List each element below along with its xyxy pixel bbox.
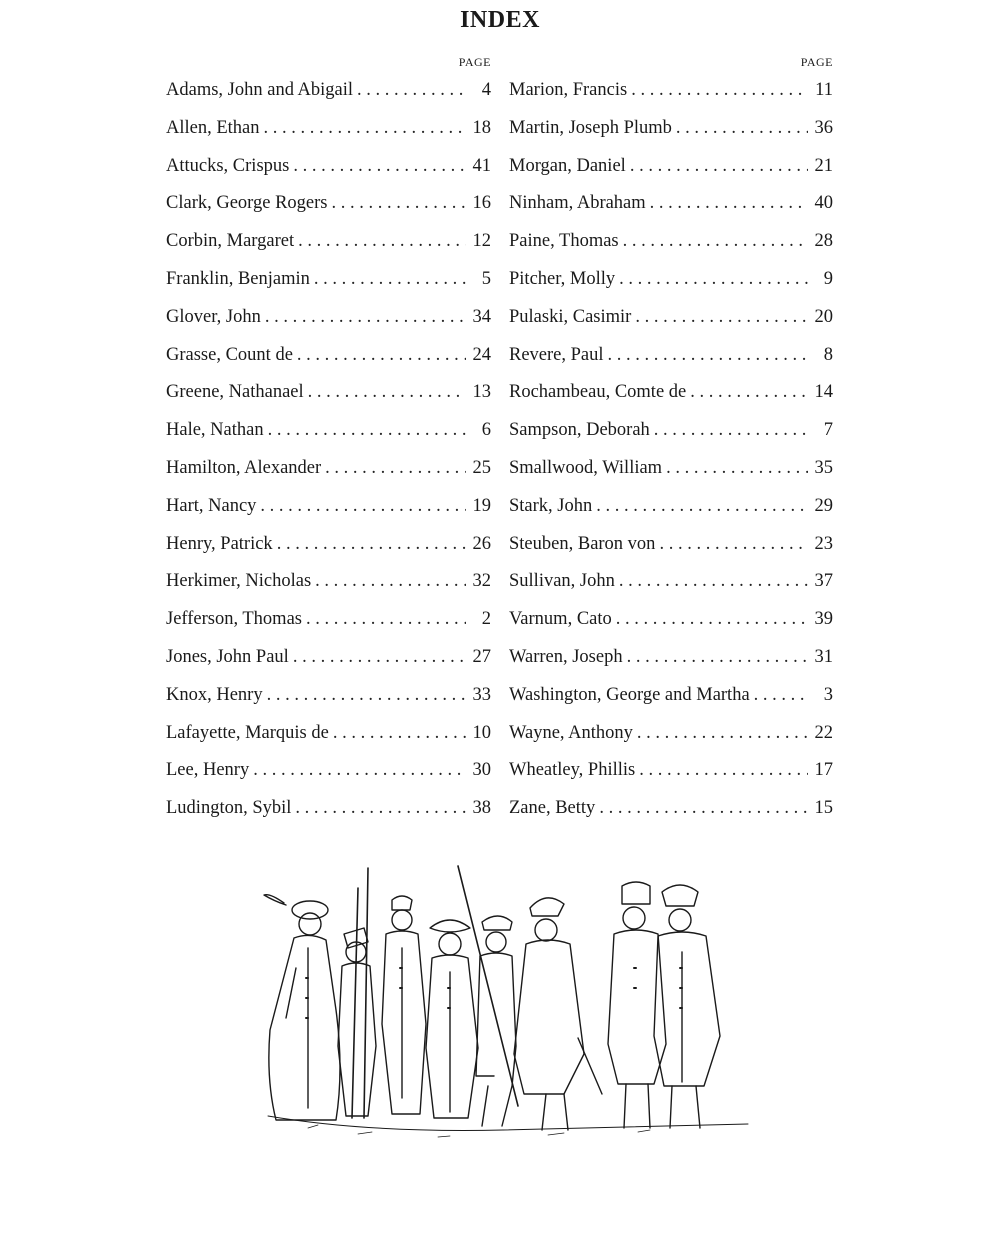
index-list-left [166, 72, 491, 828]
index-entry-name: Pitcher, Molly [509, 268, 616, 289]
dot-leader [654, 412, 808, 450]
index-entry-page: 25 [472, 457, 491, 478]
index-entry-page: 15 [814, 798, 833, 819]
index-entry-page: 27 [472, 646, 491, 667]
index-entry-page: 30 [472, 760, 491, 781]
index-entry-name: Pulaski, Casimir [509, 306, 632, 327]
dot-leader [293, 639, 466, 677]
dot-leader [293, 148, 466, 186]
index-entry-name: Sullivan, John [509, 571, 615, 592]
index-entry-page: 10 [472, 722, 491, 743]
dot-leader [314, 261, 466, 299]
index-entry-name: Sampson, Deborah [509, 420, 650, 441]
index-entry [509, 374, 833, 412]
index-entry-page: 32 [472, 571, 491, 592]
dot-leader [264, 110, 466, 148]
index-entry [166, 185, 491, 223]
index-entry-page: 11 [815, 80, 833, 100]
index-entry-name: Clark, George Rogers [166, 193, 328, 214]
index-entry [509, 488, 833, 526]
index-entry [509, 110, 833, 148]
index-entry [166, 261, 491, 299]
index-entry-page: 6 [481, 420, 491, 441]
index-entry [166, 148, 491, 186]
index-entry-page: 39 [814, 609, 833, 630]
dot-leader [616, 601, 808, 639]
dot-leader [308, 374, 466, 412]
dot-leader [627, 639, 808, 677]
dot-leader [265, 299, 466, 337]
index-entry [509, 639, 833, 677]
dot-leader [295, 790, 466, 828]
index-entry-name: Franklin, Benjamin [166, 268, 310, 289]
index-list-right [509, 72, 833, 828]
index-entry-name: Rochambeau, Comte de [509, 382, 687, 403]
index-entry-name: Allen, Ethan [166, 117, 260, 138]
index-entry [166, 223, 491, 261]
dot-leader [637, 715, 808, 753]
index-entry-name: Ludington, Sybil [166, 798, 292, 819]
index-entry-name: Corbin, Margaret [166, 231, 295, 252]
index-entry-name: Wheatley, Phillis [509, 760, 636, 781]
index-entry-name: Lee, Henry [166, 760, 250, 781]
page-column-header: PAGE [458, 55, 491, 69]
index-entry-page: 23 [814, 533, 833, 554]
index-entry-page: 18 [472, 117, 491, 138]
index-entry-name: Steuben, Baron von [509, 533, 656, 554]
index-entry [509, 715, 833, 753]
index-entry-page: 28 [814, 231, 833, 252]
index-entry-name: Henry, Patrick [166, 533, 273, 554]
index-entry-page: 20 [814, 306, 833, 327]
page-title: INDEX [460, 7, 540, 33]
dot-leader [608, 337, 808, 375]
index-entry [509, 223, 833, 261]
index-entry-page: 41 [472, 155, 491, 176]
index-entry-name: Zane, Betty [509, 798, 596, 819]
index-entry-name: Hart, Nancy [166, 495, 257, 516]
index-entry-name: Wayne, Anthony [509, 722, 633, 743]
dot-leader [277, 526, 466, 564]
index-entry-page: 4 [481, 80, 491, 100]
index-entry-name: Morgan, Daniel [509, 155, 626, 176]
index-entry-name: Revere, Paul [509, 344, 604, 365]
index-column-right [509, 52, 833, 828]
index-entry-name: Paine, Thomas [509, 231, 619, 252]
index-entry-page: 24 [472, 344, 491, 365]
index-entry-name: Greene, Nathanael [166, 382, 304, 403]
dot-leader [650, 185, 808, 223]
dot-leader [659, 526, 808, 564]
dot-leader [666, 450, 808, 488]
index-entry [166, 72, 491, 110]
index-entry-name: Marion, Francis [509, 80, 628, 100]
index-entry-name: Attucks, Crispus [166, 155, 290, 176]
index-entry [166, 563, 491, 601]
index-entry-page: 9 [823, 268, 833, 289]
index-entry-page: 34 [472, 306, 491, 327]
index-entry-page: 26 [472, 533, 491, 554]
dot-leader [690, 374, 808, 412]
index-entry-page: 31 [814, 646, 833, 667]
index-entry [166, 337, 491, 375]
index-entry-name: Ninham, Abraham [509, 193, 646, 214]
index-entry-name: Smallwood, William [509, 457, 663, 478]
dot-leader [306, 601, 466, 639]
dot-leader [253, 752, 466, 790]
dot-leader [635, 299, 808, 337]
index-entry-page: 17 [814, 760, 833, 781]
index-entry-page: 33 [472, 684, 491, 705]
index-entry-page: 36 [814, 117, 833, 138]
index-entry [509, 148, 833, 186]
index-entry-name: Martin, Joseph Plumb [509, 117, 672, 138]
page-column-header: PAGE [800, 55, 833, 69]
index-entry-name: Hamilton, Alexander [166, 457, 322, 478]
index-entry [509, 450, 833, 488]
dot-leader [315, 563, 466, 601]
dot-leader [268, 412, 466, 450]
index-entry-page: 2 [481, 609, 491, 630]
index-entry [166, 639, 491, 677]
dot-leader [631, 72, 808, 110]
index-entry-page: 5 [481, 268, 491, 289]
index-entry-page: 7 [823, 420, 833, 441]
index-entry-page: 19 [472, 495, 491, 516]
dot-leader [619, 563, 808, 601]
index-entry-name: Grasse, Count de [166, 344, 293, 365]
index-entry-name: Varnum, Cato [509, 609, 612, 630]
index-entry-page: 22 [814, 722, 833, 743]
dot-leader [333, 715, 466, 753]
dot-leader [639, 752, 808, 790]
dot-leader [599, 790, 808, 828]
dot-leader [298, 223, 466, 261]
index-entry [509, 299, 833, 337]
index-entry-name: Jefferson, Thomas [166, 609, 302, 630]
index-entry-page: 14 [814, 382, 833, 403]
index-entry-name: Adams, John and Abigail [166, 80, 354, 100]
index-entry [166, 601, 491, 639]
index-entry [166, 450, 491, 488]
index-entry-page: 8 [823, 344, 833, 365]
dot-leader [260, 488, 466, 526]
index-entry [509, 526, 833, 564]
dot-leader [623, 223, 808, 261]
index-entry [509, 337, 833, 375]
index-entry-name: Herkimer, Nicholas [166, 571, 312, 592]
dot-leader [332, 185, 467, 223]
index-entry [166, 488, 491, 526]
index-entry-page: 13 [472, 382, 491, 403]
dot-leader [619, 261, 808, 299]
index-entry-name: Glover, John [166, 306, 261, 327]
index-entry-name: Stark, John [509, 495, 593, 516]
index-entry-page: 29 [814, 495, 833, 516]
dot-leader [676, 110, 808, 148]
index-entry [166, 715, 491, 753]
index-entry [166, 677, 491, 715]
index-entry [166, 752, 491, 790]
index-entry [509, 790, 833, 828]
index-entry [166, 374, 491, 412]
index-entry [509, 185, 833, 223]
index-entry [166, 110, 491, 148]
dot-leader [754, 677, 808, 715]
index-entry-page: 3 [823, 684, 833, 705]
index-entry [509, 563, 833, 601]
index-entry [166, 790, 491, 828]
dot-leader [596, 488, 808, 526]
dot-leader [297, 337, 466, 375]
dot-leader [267, 677, 466, 715]
index-entry-page: 12 [472, 231, 491, 252]
index-entry [166, 412, 491, 450]
index-entry-name: Jones, John Paul [166, 646, 289, 667]
index-entry-page: 16 [472, 193, 491, 214]
index-entry-page: 40 [814, 193, 833, 214]
index-entry [509, 261, 833, 299]
index-entry-page: 37 [814, 571, 833, 592]
index-entry [509, 601, 833, 639]
dot-leader [630, 148, 808, 186]
index-entry [509, 72, 833, 110]
index-entry-page: 38 [472, 798, 491, 819]
index-entry-name: Hale, Nathan [166, 420, 264, 441]
index-entry [509, 412, 833, 450]
index-column-left [166, 52, 491, 828]
index-entry-name: Warren, Joseph [509, 646, 623, 667]
revolutionary-figures-illustration [248, 848, 758, 1160]
index-entry [509, 677, 833, 715]
index-entry [509, 752, 833, 790]
dot-leader [357, 72, 466, 110]
dot-leader [325, 450, 466, 488]
index-entry-name: Lafayette, Marquis de [166, 722, 329, 743]
index-entry-page: 35 [814, 457, 833, 478]
index-entry-page: 21 [814, 155, 833, 176]
index-entry [166, 526, 491, 564]
index-entry-name: Washington, George and Martha [509, 684, 750, 705]
index-entry [166, 299, 491, 337]
index-entry-name: Knox, Henry [166, 684, 263, 705]
